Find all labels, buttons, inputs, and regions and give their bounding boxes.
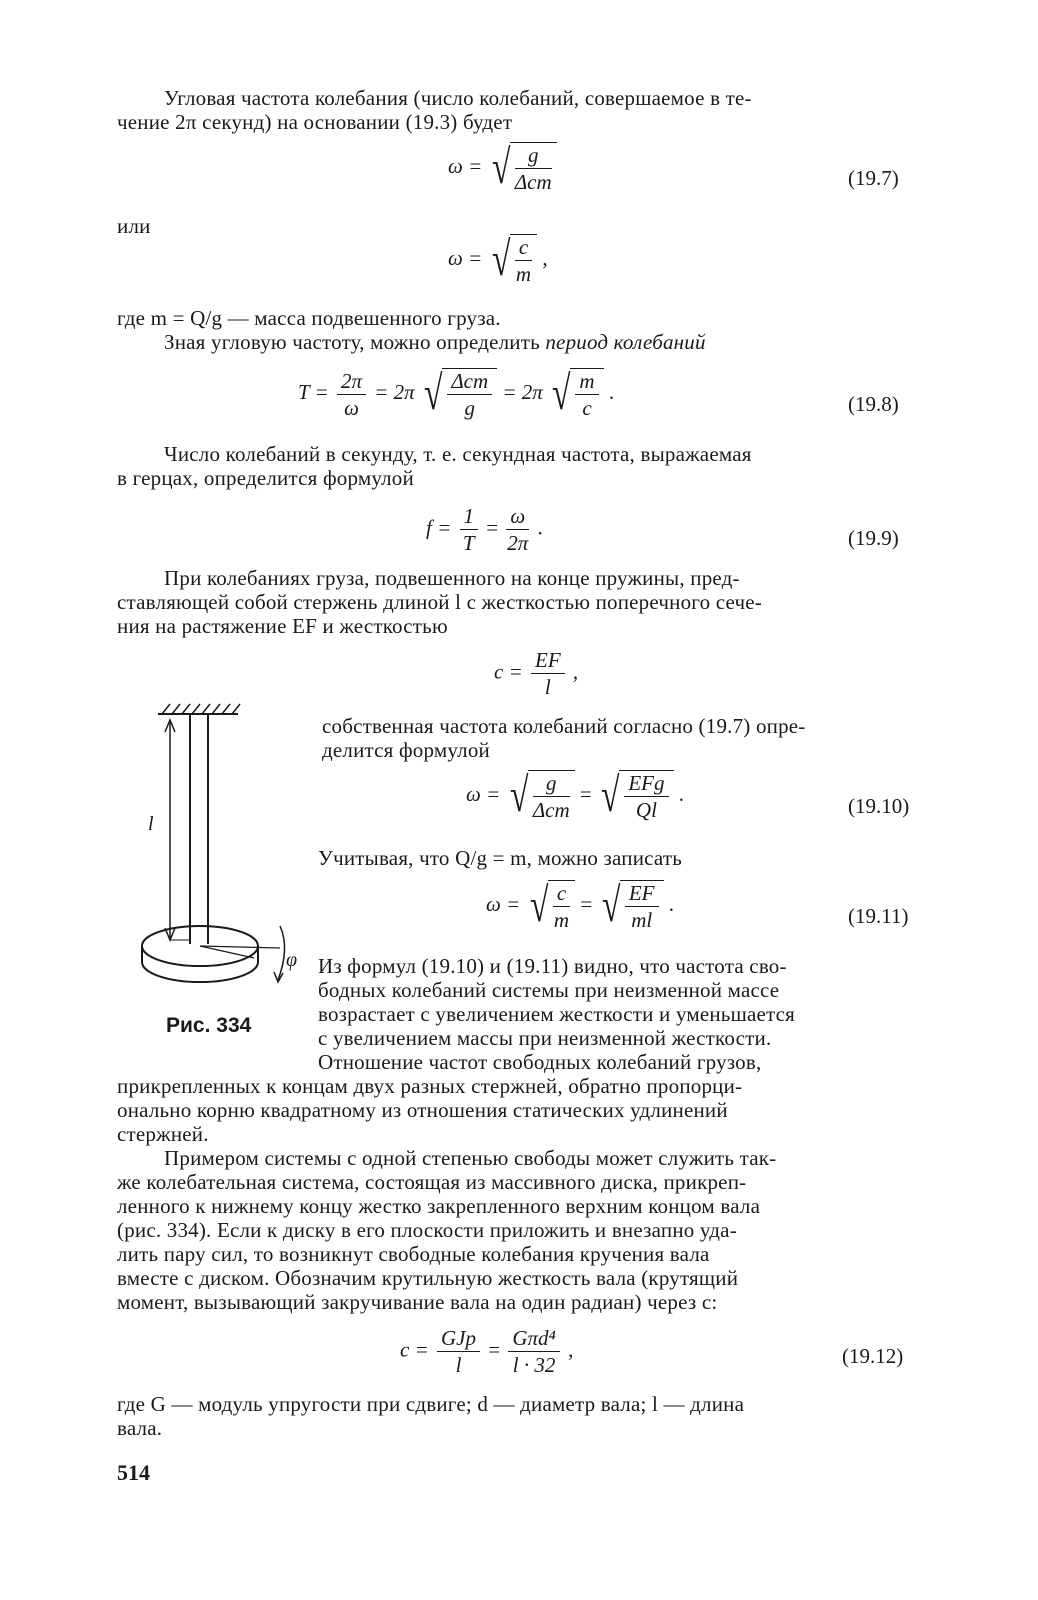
text-line: же колебательная система, состоящая из массивного диска, прикреп- bbox=[117, 1170, 747, 1194]
text-line: Угловая частота колебания (число колебаний, совершаемое в те- bbox=[164, 86, 752, 110]
eq-tail: . bbox=[537, 515, 543, 540]
text-line: вала. bbox=[117, 1416, 163, 1440]
sqrt-symbol: √ $\frac{EF}{ml}$ bbox=[598, 880, 664, 932]
eq-lhs: T = bbox=[298, 379, 329, 404]
page-number: 514 bbox=[117, 1460, 150, 1485]
eq-numerator: ω bbox=[506, 504, 529, 530]
eq-tail: . bbox=[668, 891, 675, 916]
eq-numerator: g bbox=[533, 771, 570, 797]
eq-numerator: m bbox=[575, 369, 598, 395]
eq-tail: , bbox=[572, 659, 579, 684]
eq-numerator: c bbox=[515, 235, 532, 261]
eq-denominator: l bbox=[455, 1353, 462, 1377]
text-line: чение 2π секунд) на основании (19.3) будет bbox=[117, 110, 513, 134]
equation-number: (19.8) bbox=[848, 392, 899, 416]
twist-angle-arc bbox=[278, 926, 285, 980]
eq-denominator: l · 32 bbox=[512, 1353, 556, 1377]
text-segment: Зная угловую частоту, можно определить bbox=[164, 330, 546, 354]
text-line: лить пару сил, то возникнут свободные колебания кручения вала bbox=[117, 1242, 710, 1266]
eq-numerator: Gπd⁴ bbox=[508, 1326, 560, 1352]
text-line: прикрепленных к концам двух разных стержней, обратно пропорци- bbox=[117, 1074, 743, 1098]
equation-19-8 bbox=[298, 368, 614, 420]
eq-numerator: 1 bbox=[460, 504, 479, 530]
eq-lhs: c = bbox=[400, 1337, 429, 1362]
eq-denominator: m bbox=[515, 262, 532, 286]
text-line: возрастает с увеличением жесткости и уменьшается bbox=[318, 1002, 796, 1026]
text-line: ставляющей собой стержень длиной l с жесткостью поперечного сече- bbox=[117, 590, 762, 614]
eq-tail: , bbox=[542, 245, 548, 270]
eq-denominator: Δст bbox=[514, 170, 552, 194]
hatching bbox=[162, 704, 240, 714]
equation-number: (19.11) bbox=[848, 904, 909, 928]
figure-caption: Рис. 334 bbox=[166, 1014, 252, 1037]
sqrt-symbol: √ $\frac{c}{m}$ bbox=[526, 880, 576, 932]
figure-334 bbox=[130, 700, 310, 1020]
equation-omega-cm bbox=[448, 234, 548, 286]
equation-number: (19.12) bbox=[842, 1344, 904, 1368]
eq-denominator: c bbox=[582, 396, 592, 420]
eq-lhs: ω = bbox=[448, 153, 483, 178]
equation-19-12: c = $\frac{\text{GJp}}{l}$ = $\frac{\text{Gπd⁴}}{l \cdot 32}$ , bbox=[400, 1326, 574, 1377]
text-line: бодных колебаний системы при неизменной массе bbox=[318, 978, 780, 1002]
equation-19-7 bbox=[448, 142, 557, 194]
sqrt-symbol: √ $\frac{g}{\text{Δст}}$ bbox=[506, 770, 575, 822]
eq-denominator: 2π bbox=[507, 531, 529, 555]
text-line: момент, вызывающий закручивание вала на один радиан) через c: bbox=[117, 1290, 718, 1314]
text-line: онально корню квадратному из отношения статических удлинений bbox=[117, 1098, 728, 1122]
eq-tail: , bbox=[568, 1337, 574, 1362]
text-line: Примером системы с одной степенью свободы может служить так- bbox=[164, 1146, 777, 1170]
eq-numerator: c bbox=[553, 881, 570, 907]
text-line: где m = Q/g — масса подвешенного груза. bbox=[117, 306, 501, 330]
eq-numerator: EFg bbox=[624, 771, 668, 797]
eq-denominator: ω bbox=[344, 395, 359, 420]
sqrt-symbol: √ $\frac{\text{Δст}}{g}$ bbox=[420, 368, 497, 420]
equation-c-ef bbox=[494, 648, 578, 699]
text-line: где G — модуль упругости при сдвиге; d — диаметр вала; l — длина bbox=[117, 1392, 745, 1416]
text-line: (рис. 334). Если к диску в его плоскости приложить и внезапно уда- bbox=[117, 1218, 737, 1242]
equation-number: (19.9) bbox=[848, 526, 899, 550]
text-line: собственная частота колебаний согласно (19.7) опре- bbox=[322, 714, 806, 738]
eq-numerator: Δст bbox=[447, 369, 492, 395]
text-line: делится формулой bbox=[322, 738, 490, 762]
eq-numerator: g bbox=[515, 143, 552, 169]
equation-number: (19.10) bbox=[848, 794, 910, 818]
eq-denominator: Δст bbox=[532, 798, 570, 822]
eq-numerator: 2π bbox=[337, 369, 366, 395]
eq-denominator: ml bbox=[631, 908, 653, 932]
eq-lhs: ω = bbox=[466, 781, 501, 806]
eq-numerator: EF bbox=[625, 881, 659, 907]
eq-mid: = 2π bbox=[374, 379, 415, 404]
text-line: в герцах, определится формулой bbox=[117, 466, 414, 490]
disk-side bbox=[142, 946, 258, 982]
equation-19-9: f = $\frac{1}{T}$ = $\frac{\omega}{2\pi}$ . bbox=[426, 504, 543, 555]
phi-label: φ bbox=[286, 949, 298, 971]
text-italic: период колебаний bbox=[545, 330, 706, 354]
length-label: l bbox=[148, 813, 154, 835]
eq-denominator: T bbox=[462, 531, 475, 555]
equation-number: (19.7) bbox=[848, 166, 899, 190]
eq-numerator: EF bbox=[531, 648, 565, 674]
eq-denominator: l bbox=[544, 675, 551, 699]
eq-mid: = 2π bbox=[502, 379, 543, 404]
eq-denominator: g bbox=[464, 396, 475, 420]
text-line: с увеличением массы при неизменной жесткости. bbox=[318, 1026, 772, 1050]
eq-lhs: f = bbox=[426, 515, 452, 540]
text-line bbox=[164, 330, 706, 354]
eq-denominator: Ql bbox=[635, 798, 657, 822]
eq-tail: . bbox=[608, 379, 615, 404]
text-line: стержней. bbox=[117, 1122, 209, 1146]
text-line: При колебаниях груза, подвешенного на конце пружины, пред- bbox=[164, 566, 740, 590]
sqrt-symbol: √ $\frac{\text{EFg}}{Ql}$ bbox=[597, 770, 674, 822]
text-line: Отношение частот свободных колебаний грузов, bbox=[318, 1050, 762, 1074]
sqrt-symbol: √ $\frac{c}{m}$ bbox=[488, 234, 538, 286]
text-line: Число колебаний в секунду, т. е. секундная частота, выражаемая bbox=[164, 442, 752, 466]
text-line: Из формул (19.10) и (19.11) видно, что частота сво- bbox=[318, 954, 787, 978]
text-line: или bbox=[117, 214, 151, 238]
text-line: вместе с диском. Обозначим крутильную жесткость вала (крутящий bbox=[117, 1266, 739, 1290]
text-line: Учитывая, что Q/g = m, можно записать bbox=[318, 846, 683, 870]
text-line: ния на растяжение EF и жесткостью bbox=[117, 614, 448, 638]
eq-lhs: c = bbox=[494, 659, 523, 684]
eq-lhs: ω = bbox=[486, 891, 521, 916]
text-line: ленного к нижнему концу жестко закрепленного верхним концом вала bbox=[117, 1194, 761, 1218]
equation-19-11: ω = √ $\frac{c}{m}$ = √ $\frac{EF}{ml}$ . bbox=[486, 879, 675, 932]
sqrt-symbol: √ $\frac{g}{\text{Δст}}$ bbox=[488, 142, 557, 194]
equation-19-10: ω = √ $\frac{g}{\text{Δст}}$ = √ $\frac{\text{EFg}}{Ql}$ . bbox=[466, 769, 684, 822]
sqrt-symbol: √ $\frac{m}{c}$ bbox=[548, 368, 604, 420]
eq-lhs: ω = bbox=[448, 245, 483, 270]
eq-numerator: GJp bbox=[437, 1326, 480, 1352]
eq-denominator: m bbox=[553, 908, 570, 932]
eq-tail: . bbox=[678, 781, 684, 806]
